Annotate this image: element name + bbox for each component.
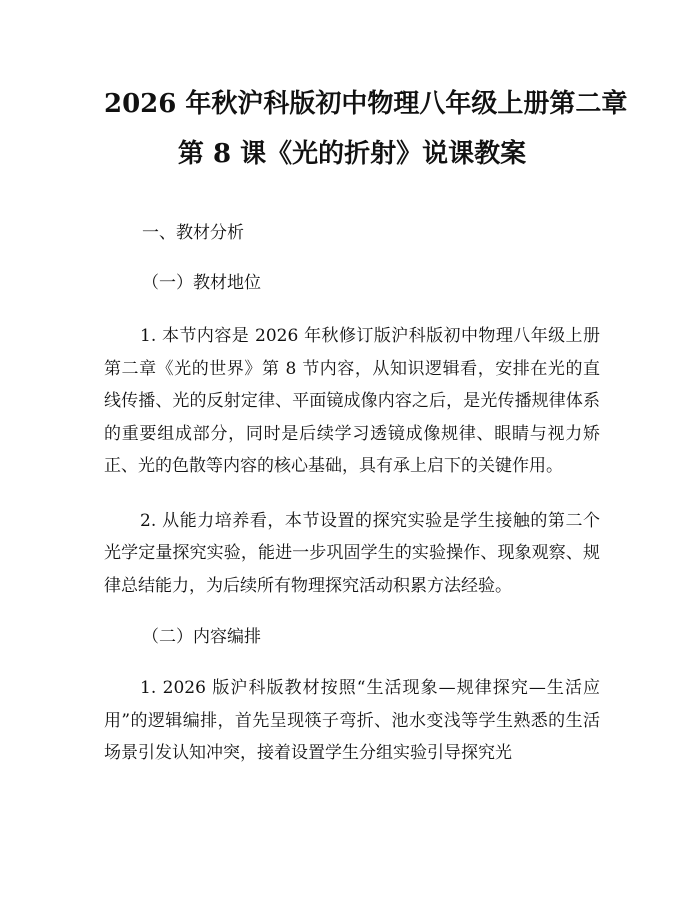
- paragraph-1: 1. 本节内容是 2026 年秋修订版沪科版初中物理八年级上册第二章《光的世界》第 8 节内容，从知识逻辑看，安排在光的直线传播、光的反射定律、平面镜成像内容之后，是光传播规律体系的重要组成部分，同时是后续学习透镜成像规律、眼睛与视力矫正、光的色散等内容的核心基础，具有承上启下的关键作用。: [104, 326, 600, 476]
- subsection-heading-content-arrangement: （二）内容编排: [142, 627, 261, 647]
- document-title-line1: 2026 年秋沪科版初中物理八年级上册第二章: [104, 89, 628, 119]
- paragraph-2: 2. 从能力培养看，本节设置的探究实验是学生接触的第二个光学定量探究实验，能进一步巩固学生的实验操作、现象观察、规律总结能力，为后续所有物理探究活动积累方法经验。: [104, 510, 600, 596]
- document-title-line2: 第 8 课《光的折射》说课教案: [177, 139, 527, 169]
- subsection-heading-textbook-position: （一）教材地位: [142, 273, 261, 293]
- paragraph-3: 1. 2026 版沪科版教材按照“生活现象—规律探究—生活应用”的逻辑编排，首先呈现筷子弯折、池水变浅等学生熟悉的生活场景引发认知冲突，接着设置学生分组实验引导探究光: [104, 678, 600, 763]
- section-heading-textbook-analysis: 一、教材分析: [142, 223, 244, 243]
